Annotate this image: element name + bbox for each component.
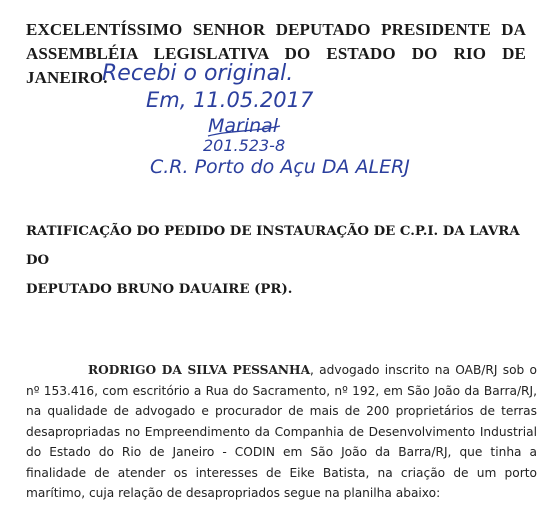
receipt-line-1: Recebi o original.	[102, 61, 294, 86]
handwritten-receipt-stamp	[80, 60, 500, 190]
subject-line-2: DEPUTADO BRUNO DAUAIRE (PR).	[26, 282, 293, 297]
body-paragraph	[26, 360, 537, 504]
addressee-line-1: EXCELENTÍSSIMO SENHOR DEPUTADO PRESIDENTE DA	[26, 20, 526, 39]
addressee-line-2: ASSEMBLÉIA LEGISLATIVA DO ESTADO DO RIO DE JANEIRO.	[26, 44, 526, 87]
receipt-registration-number: 201.523-8	[203, 136, 286, 155]
subject-line-1: RATIFICAÇÃO DO PEDIDO DE INSTAURAÇÃO DE C.P.I. DA LAVRA DO	[26, 224, 520, 268]
subject-heading	[26, 217, 526, 304]
receipt-line-4: C.R. Porto do Açu DA ALERJ	[150, 156, 410, 178]
body-text: , advogado inscrito na OAB/RJ sob o nº 153.416, com escritório a Rua do Sacramento, nº 192, em São João da Barra/RJ, na qualidade de advogado e procurador de mais de 200 proprietários de terras desapropriadas no Empreendimento da Companhia de Desenvolvimento Industrial do Estado do Rio de Janeiro - CODIN em São João da Barra/RJ, que tinha a finalidade de atender os interesses de Eike Batista, na criação de um porto marítimo, cuja relação de desapropriados segue na planilha abaixo:	[26, 363, 537, 500]
receipt-date: Em, 11.05.2017	[146, 88, 314, 112]
petitioner-name: RODRIGO DA SILVA PESSANHA	[88, 363, 311, 377]
handwriting-svg	[80, 60, 500, 190]
receipt-signature: Marinal	[208, 115, 279, 137]
